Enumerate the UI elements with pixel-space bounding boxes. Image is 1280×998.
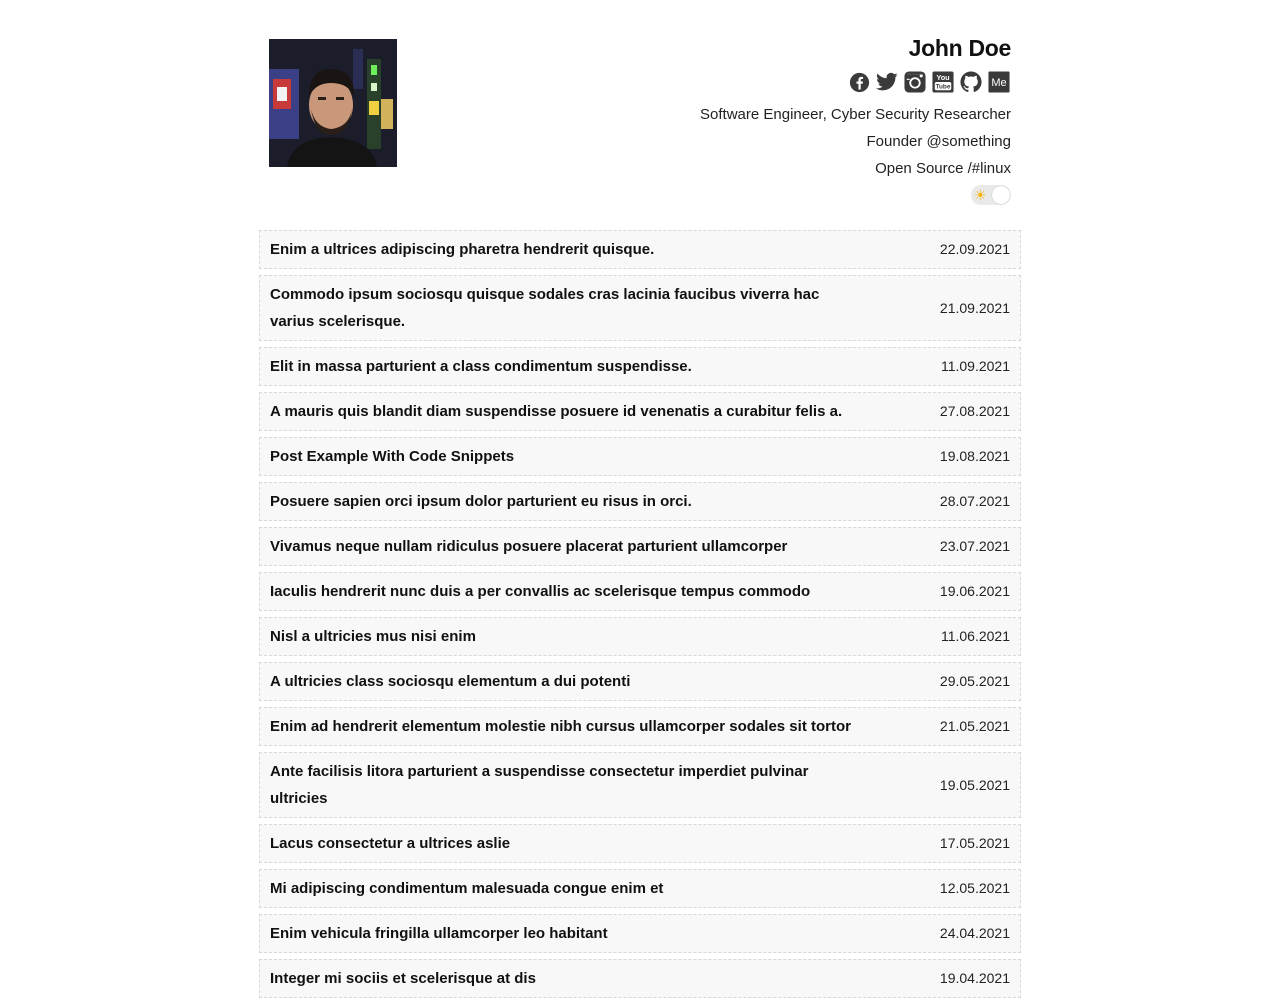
sun-icon: ☀ [974, 187, 987, 203]
post-date: 21.05.2021 [939, 718, 1010, 734]
post-title: Lacus consectetur a ultrices aslie [270, 835, 511, 852]
post-date: 19.04.2021 [939, 970, 1010, 986]
twitter-link[interactable] [875, 70, 899, 94]
post-title: Posuere sapien orci ipsum dolor parturient eu risus in orci. [270, 493, 692, 510]
post-item[interactable] [259, 959, 1021, 998]
blog-page [259, 0, 1021, 998]
theme-toggle[interactable] [971, 185, 1011, 205]
profile-info [700, 30, 1011, 210]
post-item[interactable] [259, 824, 1021, 863]
post-date: 22.09.2021 [939, 241, 1010, 257]
post-date: 24.04.2021 [939, 925, 1010, 941]
post-title: Enim a ultrices adipiscing pharetra hendrerit quisque. [270, 241, 655, 258]
post-item[interactable] [259, 617, 1021, 656]
profile-bio-role: Software Engineer, Cyber Security Researcher [700, 106, 1011, 123]
post-title: Elit in massa parturient a class condimentum suspendisse. [270, 358, 692, 375]
facebook-link[interactable] [847, 70, 871, 94]
youtube-icon [932, 71, 954, 93]
facebook-icon [849, 72, 870, 93]
post-item[interactable] [259, 230, 1021, 269]
github-link[interactable] [959, 70, 983, 94]
post-date: 11.09.2021 [940, 358, 1010, 374]
post-item[interactable] [259, 347, 1021, 386]
post-date: 11.06.2021 [940, 628, 1010, 644]
post-date: 23.07.2021 [939, 538, 1010, 554]
post-item[interactable] [259, 392, 1021, 431]
profile-name: John Doe [908, 35, 1011, 61]
post-title: Iaculis hendrerit nunc duis a per convallis ac scelerisque tempus commodo [270, 583, 811, 600]
post-title: Enim ad hendrerit elementum molestie nibh cursus ullamcorper sodales sit tortor [270, 718, 851, 735]
post-item[interactable] [259, 482, 1021, 521]
post-item[interactable] [259, 707, 1021, 746]
post-title: Ante facilisis litora parturient a suspendisse consectetur imperdiet pulvinar ultricies [270, 763, 809, 807]
post-date: 17.05.2021 [939, 835, 1010, 851]
post-date: 29.05.2021 [939, 673, 1010, 689]
post-title: Integer mi sociis et scelerisque at dis [270, 970, 536, 987]
about-me-glyph: Me [991, 77, 1007, 90]
youtube-glyph-top: You [936, 73, 950, 83]
post-item[interactable] [259, 527, 1021, 566]
post-date: 12.05.2021 [939, 880, 1010, 896]
post-title: Nisl a ultricies mus nisi enim [270, 628, 476, 645]
instagram-link[interactable] [903, 70, 927, 94]
profile-bio-founder: Founder @something [866, 133, 1011, 150]
twitter-icon [876, 72, 898, 92]
post-item[interactable] [259, 572, 1021, 611]
post-date: 28.07.2021 [939, 493, 1010, 509]
social-links [700, 70, 1011, 94]
post-date: 27.08.2021 [939, 403, 1010, 419]
post-title: Vivamus neque nullam ridiculus posuere placerat parturient ullamcorper [270, 538, 788, 555]
youtube-glyph-bottom: Tube [935, 83, 951, 91]
post-date: 19.08.2021 [939, 448, 1010, 464]
post-item[interactable] [259, 275, 1021, 341]
post-item[interactable] [259, 752, 1021, 818]
post-date: 19.05.2021 [939, 776, 1010, 793]
post-list [259, 230, 1021, 998]
post-title: A ultricies class sociosqu elementum a dui potenti [270, 673, 631, 690]
post-title: Post Example With Code Snippets [270, 448, 515, 465]
avatar [269, 39, 397, 167]
post-title: A mauris quis blandit diam suspendisse posuere id venenatis a curabitur felis a. [270, 403, 843, 420]
post-item[interactable] [259, 914, 1021, 953]
post-title: Mi adipiscing condimentum malesuada congue enim et [270, 880, 664, 897]
post-item[interactable] [259, 662, 1021, 701]
about-me-link[interactable] [987, 70, 1011, 94]
post-date: 21.09.2021 [939, 299, 1010, 316]
profile-bio-open-source: Open Source /#linux [875, 160, 1011, 177]
post-item[interactable] [259, 437, 1021, 476]
post-title: Enim vehicula fringilla ullamcorper leo habitant [270, 925, 608, 942]
about-me-icon [988, 71, 1010, 93]
instagram-icon [904, 71, 926, 93]
youtube-link[interactable] [931, 70, 955, 94]
post-title: Commodo ipsum sociosqu quisque sodales cras lacinia faucibus viverra hac varius scelerisque. [270, 286, 820, 330]
post-item[interactable] [259, 869, 1021, 908]
toggle-knob [992, 186, 1010, 204]
post-date: 19.06.2021 [939, 583, 1010, 599]
github-icon [960, 71, 982, 93]
profile-header [259, 0, 1021, 230]
